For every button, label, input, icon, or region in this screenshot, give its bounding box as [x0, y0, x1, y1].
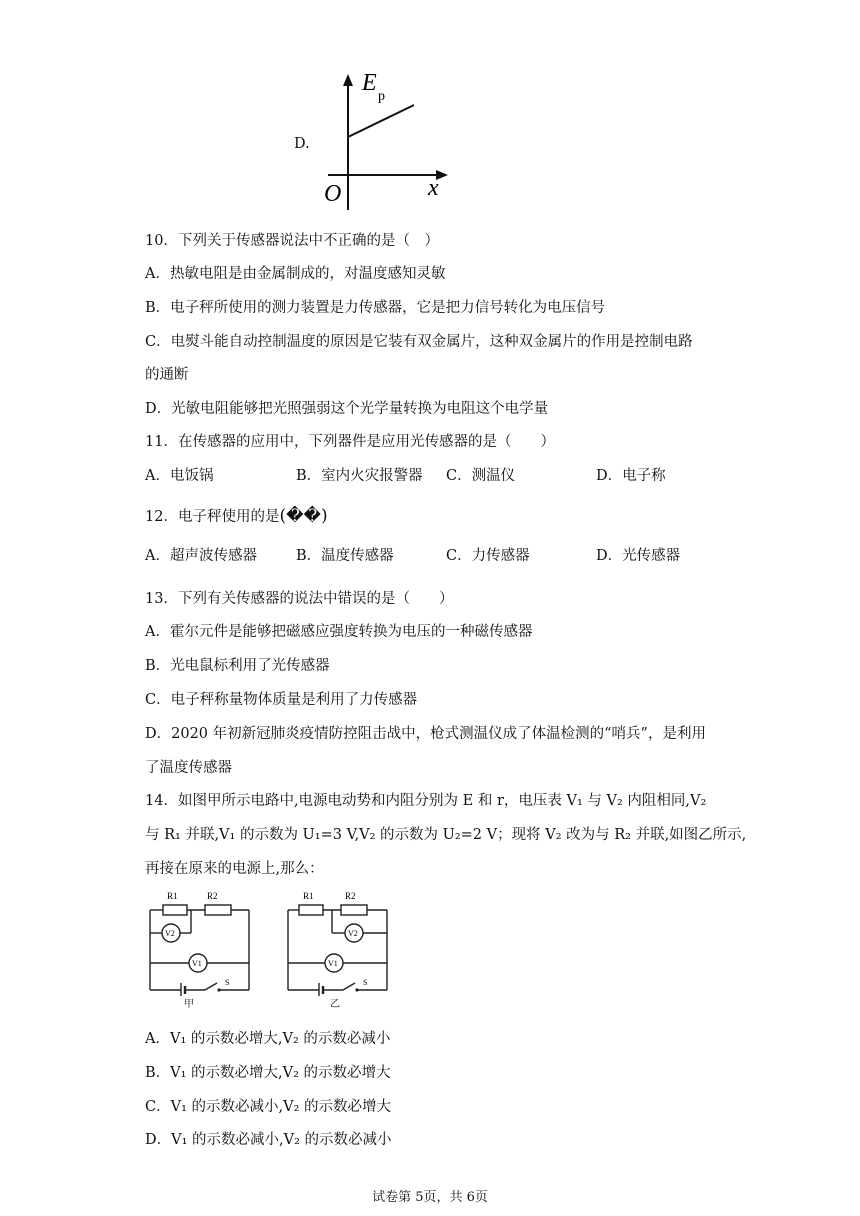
- r2-label: R2: [345, 891, 356, 901]
- r2-resistor: [341, 905, 367, 915]
- q11-option-c: C．测温仪: [446, 468, 516, 484]
- option-d-label: D.: [294, 136, 310, 152]
- q11-option-d: D．电子称: [596, 468, 666, 484]
- q12-option-c: C．力传感器: [446, 548, 530, 564]
- v1-label: V1: [328, 959, 338, 968]
- q10-option-c-line2: 的通断: [145, 367, 189, 383]
- q10-option-a: A．热敏电阻是由金属制成的，对温度感知灵敏: [145, 266, 446, 282]
- q12-option-a: A．超声波传感器: [145, 548, 257, 564]
- r1-resistor: [163, 905, 187, 915]
- circuit-left-caption: 甲: [184, 999, 194, 1010]
- r2-resistor: [205, 905, 231, 915]
- q10-option-b: B．电子秤所使用的测力装置是力传感器，它是把力信号转化为电压信号: [145, 300, 606, 316]
- v2-label: V2: [165, 929, 175, 938]
- r1-label: R1: [303, 891, 314, 901]
- q14-stem-line3: 再接在原来的电源上,那么：: [145, 861, 324, 877]
- circuit-diagram-left: [145, 888, 255, 996]
- switch-label: S: [363, 978, 368, 987]
- q13-option-a: A．霍尔元件是能够把磁感应强度转换为电压的一种磁传感器: [145, 624, 533, 640]
- q14-option-a: A．V₁ 的示数必增大,V₂ 的示数必减小: [145, 1031, 391, 1047]
- q11-option-b: B．室内火灾报警器: [296, 468, 423, 484]
- q12-stem-text: 12．电子秤使用的是: [145, 509, 280, 525]
- q11-option-a: A．电饭锅: [145, 468, 214, 484]
- circuit-right-svg: [283, 888, 393, 996]
- q13-option-d-line1: D．2020 年初新冠肺炎疫情防控阻击战中，枪式测温仪成了体温检测的“哨兵”，是利用: [145, 726, 706, 742]
- r2-label: R2: [207, 891, 218, 901]
- q12-option-d: D．光传感器: [596, 548, 681, 564]
- q13-option-b: B．光电鼠标利用了光传感器: [145, 658, 330, 674]
- q10-option-d: D．光敏电阻能够把光照强弱这个光学量转换为电阻这个电学量: [145, 401, 549, 417]
- q14-option-b: B．V₁ 的示数必增大,V₂ 的示数必增大: [145, 1065, 391, 1081]
- q14-option-c: C．V₁ 的示数必减小,V₂ 的示数必增大: [145, 1099, 391, 1115]
- q14-stem-line2: 与 R₁ 并联,V₁ 的示数为 U₁=3 V,V₂ 的示数为 U₂=2 V；现将 V₂ 改为与 R₂ 并联,如图乙所示,: [145, 827, 747, 843]
- circuit-diagram-right: [283, 888, 393, 996]
- v1-label: V1: [192, 959, 202, 968]
- switch: [343, 983, 355, 990]
- q13-option-d-line2: 了温度传感器: [145, 760, 232, 776]
- q10-option-c-line1: C．电熨斗能自动控制温度的原因是它装有双金属片，这种双金属片的作用是控制电路: [145, 334, 693, 350]
- r1-label: R1: [167, 891, 178, 901]
- y-axis-subscript: p: [378, 89, 385, 104]
- q12-stem-garbled: (��): [279, 506, 328, 526]
- q13-stem: 13．下列有关传感器的说法中错误的是（ ）: [145, 591, 454, 607]
- q10-stem: 10．下列关于传感器说法中不正确的是（ ）: [145, 233, 439, 249]
- option-d-graph: [294, 70, 460, 220]
- r1-resistor: [299, 905, 323, 915]
- origin-label: O: [324, 181, 342, 207]
- q14-option-d: D．V₁ 的示数必减小,V₂ 的示数必减小: [145, 1132, 392, 1148]
- v2-label: V2: [348, 929, 358, 938]
- page-footer: 试卷第 5页，共 6页: [372, 1190, 488, 1205]
- q11-stem: 11．在传感器的应用中，下列器件是应用光传感器的是（ ）: [145, 434, 555, 450]
- circuit-left-svg: [145, 888, 255, 996]
- ep-x-graph: [300, 70, 460, 220]
- q14-stem-line1: 14．如图甲所示电路中,电源电动势和内阻分别为 E 和 r，电压表 V₁ 与 V₂ 内阻相同,V₂: [145, 793, 707, 809]
- q12-stem: [145, 506, 328, 527]
- ep-line: [348, 105, 414, 137]
- y-axis-label: E: [362, 70, 377, 96]
- q13-option-c: C．电子秤称量物体质量是利用了力传感器: [145, 692, 418, 708]
- q12-option-b: B．温度传感器: [296, 548, 394, 564]
- switch-label: S: [225, 978, 230, 987]
- switch: [205, 983, 217, 990]
- circuit-right-caption: 乙: [330, 999, 340, 1010]
- x-axis-label: x: [428, 175, 439, 201]
- y-axis-arrow: [343, 74, 353, 86]
